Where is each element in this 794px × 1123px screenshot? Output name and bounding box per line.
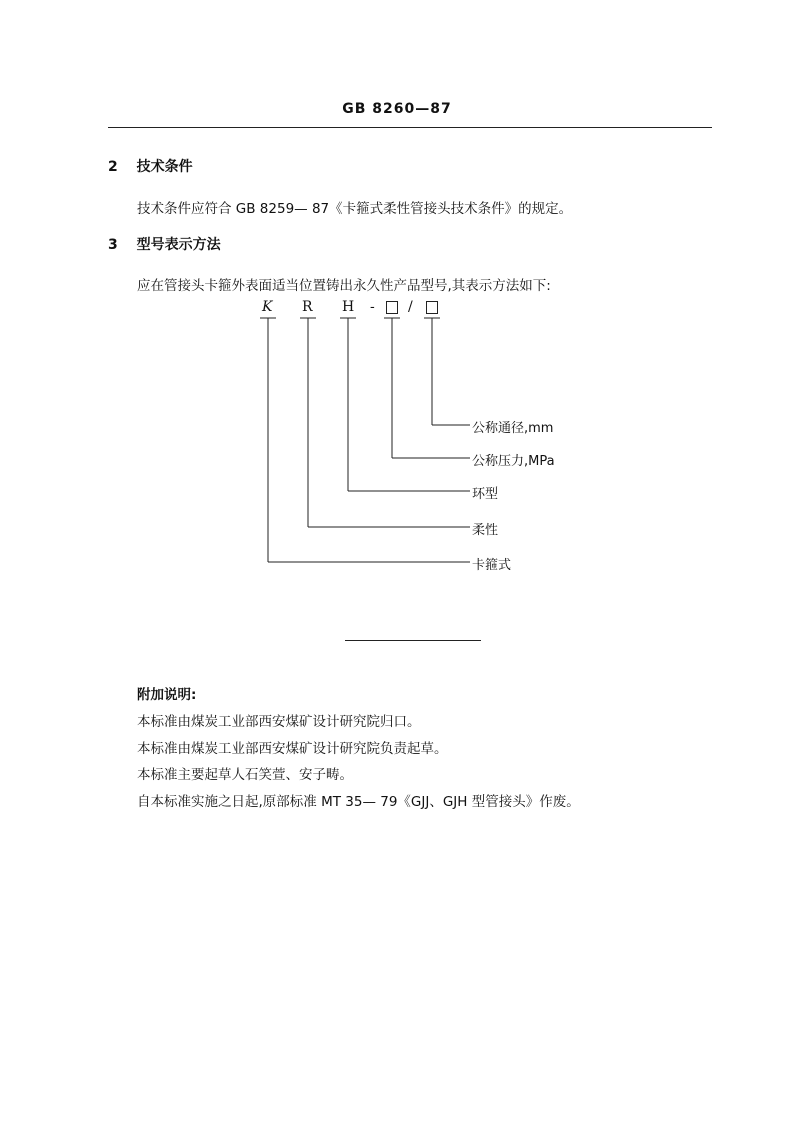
label-ring-type: 环型 (472, 487, 499, 502)
code-letter-k: K (262, 299, 273, 315)
section-3-text: 应在管接头卡箍外表面适当位置铸出永久性产品型号,其表示方法如下: (137, 278, 551, 294)
section-3-number: 3 (108, 237, 118, 253)
notes-line: 本标准主要起草人石笑萱、安子畴。 (137, 767, 353, 783)
label-clamp-type: 卡箍式 (472, 558, 512, 573)
notes-line: 自本标准实施之日起,原部标准 MT 35— 79《GJJ、GJH 型管接头》作废。 (137, 794, 580, 810)
section-3-title: 型号表示方法 (136, 237, 221, 253)
label-flexible: 柔性 (472, 523, 499, 538)
code-slash: / (408, 299, 413, 315)
label-nominal-pressure: 公称压力,MPa (472, 454, 555, 469)
section-separator (345, 640, 481, 641)
notes-line: 本标准由煤炭工业部西安煤矿设计研究院归口。 (137, 714, 421, 730)
standard-code-header: GB 8260—87 (342, 101, 452, 117)
section-2-text: 技术条件应符合 GB 8259— 87《卡箍式柔性管接头技术条件》的规定。 (137, 201, 573, 217)
label-nominal-diameter: 公称通径,mm (472, 421, 554, 436)
notes-heading: 附加说明: (137, 687, 197, 703)
section-2-number: 2 (108, 159, 118, 175)
code-letter-r: R (302, 299, 313, 315)
diameter-placeholder-box (426, 301, 438, 314)
section-2-title: 技术条件 (136, 159, 193, 175)
pressure-placeholder-box (386, 301, 398, 314)
code-letter-h: H (342, 299, 355, 315)
notes-line: 本标准由煤炭工业部西安煤矿设计研究院负责起草。 (137, 741, 448, 757)
code-dash: - (370, 299, 375, 315)
